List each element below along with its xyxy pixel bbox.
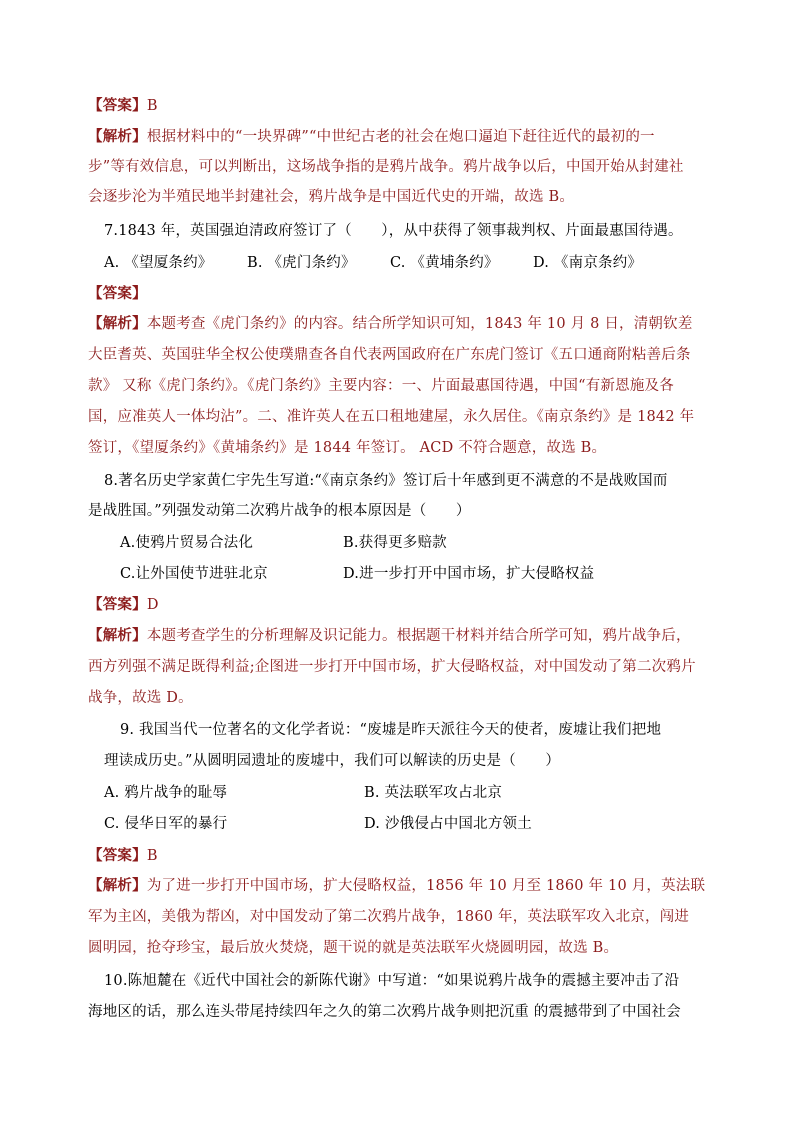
analysis-text: 本题考查学生的分析理解及识记能力。根据题干材料并结合所学可知，鸦片战争后， bbox=[146, 628, 691, 644]
analysis-tag: 【解析】 bbox=[88, 315, 147, 332]
analysis-text: 西方列强不满足既得利益;企图进一步打开中国市场，扩大侵略权益，对中国发动了第二次鸦片 bbox=[88, 659, 696, 675]
analysis-tag: 【解析】 bbox=[88, 877, 147, 894]
option-b: B. 英法联军攻占北京 bbox=[364, 785, 503, 801]
analysis-text: 本题考查《虎门条约》的内容。结合所学知识可知，1843 年 10 月 8 日，清朝钦差 bbox=[146, 316, 693, 332]
analysis-tag: 【解析】 bbox=[88, 128, 147, 145]
option-c: C. 侵华日军的暴行 bbox=[104, 816, 228, 832]
analysis-line bbox=[88, 626, 728, 646]
option-a: A.使鸦片贸易合法化 bbox=[120, 535, 254, 551]
analysis-text: 款》 又称《虎门条约》。《虎门条约》主要内容：一、片面最惠国待遇，中国“有新恩施及各 bbox=[88, 378, 674, 394]
question-stem-q8: 是战胜国。”列强发动第二次鸦片战争的根本原因是（ ） bbox=[88, 503, 471, 519]
answer-line-q7 bbox=[88, 284, 728, 304]
answer-tag: 【答案】 bbox=[88, 596, 147, 613]
option-c: C. 《黄埔条约》 bbox=[390, 255, 499, 271]
answer-tag: 【答案】 bbox=[88, 97, 147, 114]
analysis-text: 步”等有效信息，可以判断出，这场战争指的是鸦片战争。鸦片战争以后，中国开始从封建社 bbox=[88, 159, 684, 175]
option-d: D. 《南京条约》 bbox=[533, 255, 643, 271]
option-d: D. 沙俄侵占中国北方领土 bbox=[364, 816, 532, 832]
analysis-text: 国，应准英人一体均沾”。二、准许英人在五口租地建屋，永久居住。《南京条约》是 1842 年 bbox=[88, 409, 695, 425]
answer-line-q9 bbox=[88, 846, 728, 866]
option-b: B. 《虎门条约》 bbox=[247, 255, 356, 271]
answer-tag: 【答案】 bbox=[88, 847, 147, 864]
analysis-text: 圆明园，抢夺珍宝，最后放火焚烧，题干说的就是英法联军火烧圆明园，故选 B。 bbox=[88, 940, 619, 956]
answer-tag: 【答案】 bbox=[88, 285, 147, 302]
analysis-text: 根据材料中的“一块界碑”“中世纪古老的社会在炮口逼迫下赶往近代的最初的一 bbox=[146, 129, 655, 145]
option-a: A. 鸦片战争的耻辱 bbox=[104, 785, 228, 801]
analysis-text: 签订，《望厦条约》《黄埔条约》是 1844 年签订。 ACD 不符合题意，故选 B。 bbox=[88, 440, 607, 456]
answer-value: D bbox=[146, 597, 159, 613]
answer-line-q6 bbox=[88, 96, 728, 116]
analysis-line bbox=[88, 314, 728, 334]
question-stem-q10: 海地区的话，那么连头带尾持续四年之久的第二次鸦片战争则把沉重 的震撼带到了中国社会 bbox=[88, 1004, 681, 1020]
analysis-text: 会逐步沦为半殖民地半封建社会，鸦片战争是中国近代史的开端，故选 B。 bbox=[88, 189, 575, 205]
answer-value: B bbox=[146, 848, 158, 864]
answer-line-q8 bbox=[88, 595, 728, 615]
question-stem-q9: 9. 我国当代一位著名的文化学者说：“废墟是昨天派往今天的使者，废墟让我们把地 bbox=[120, 722, 662, 738]
question-stem-q10: 10.陈旭麓在《近代中国社会的新陈代谢》中写道：“如果说鸦片战争的震撼主要冲击了沿 bbox=[104, 973, 680, 989]
option-a: A. 《望厦条约》 bbox=[104, 255, 213, 271]
analysis-text: 为了进一步打开中国市场，扩大侵略权益，1856 年 10 月至 1860 年 10 月，英法联 bbox=[146, 878, 706, 894]
analysis-tag: 【解析】 bbox=[88, 627, 147, 644]
option-b: B.获得更多赔款 bbox=[343, 535, 447, 551]
analysis-line bbox=[88, 127, 728, 147]
question-stem-q7: 7.1843 年，英国强迫清政府签订了（ ），从中获得了领事裁判权、片面最惠国待遇。 bbox=[104, 223, 683, 239]
option-d: D.进一步打开中国市场，扩大侵略权益 bbox=[343, 566, 595, 582]
analysis-text: 战争，故选 D。 bbox=[88, 690, 193, 706]
answer-value: B bbox=[146, 98, 158, 114]
analysis-text: 大臣耆英、英国驻华全权公使璞鼎查各自代表两国政府在广东虎门签订《五口通商附粘善后条 bbox=[88, 347, 691, 363]
analysis-text: 军为主凶，美俄为帮凶，对中国发动了第二次鸦片战争，1860 年，英法联军攻入北京，闯进 bbox=[88, 909, 690, 925]
question-stem-q9: 理读成历史。”从圆明园遗址的废墟中，我们可以解读的历史是（ ） bbox=[104, 753, 561, 769]
option-c: C.让外国使节进驻北京 bbox=[120, 566, 268, 582]
question-stem-q8: 8.著名历史学家黄仁宇先生写道:“《南京条约》签订后十年感到更不满意的不是战败国而 bbox=[104, 473, 668, 489]
analysis-line bbox=[88, 876, 728, 896]
